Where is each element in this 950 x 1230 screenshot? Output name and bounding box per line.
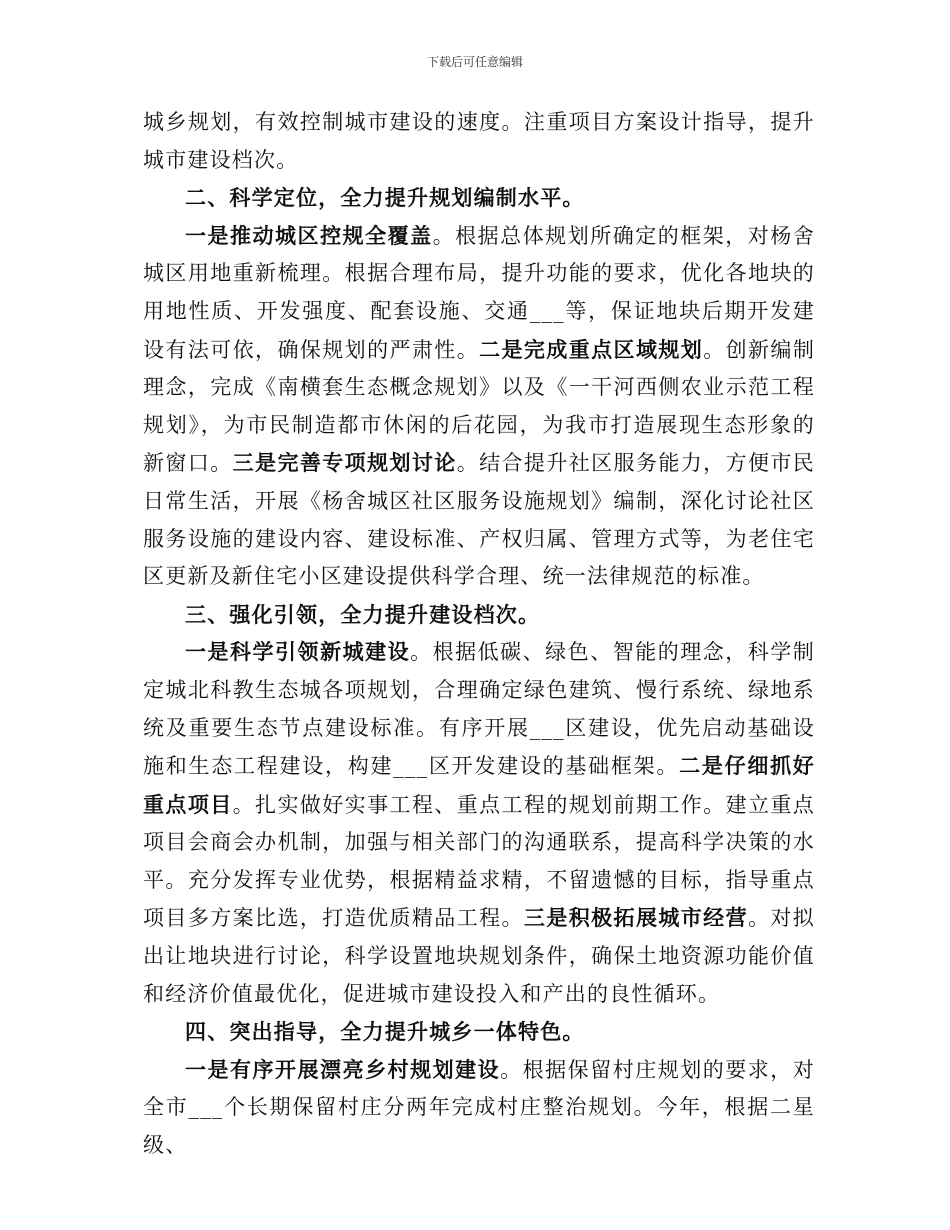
- text-segment: 城乡规划，有效控制城市建设的速度。注重项目方案设计指导，提升城市建设档次。: [143, 110, 815, 172]
- heading-text: 四、突出指导，全力提升城乡一体特色。: [185, 1019, 585, 1045]
- text-segment: 。根据保留村庄规划的要求，对全市___个长期保留村庄分两年完成村庄整治规划。今年，根据二星级、: [143, 1057, 815, 1158]
- section-heading-3: [143, 596, 815, 634]
- bold-lead-text: 二是完成重点区域规划: [479, 336, 704, 362]
- text-segment: 。结合提升社区服务能力，方便市民日常生活，开展《杨舍城区社区服务设施规划》编制，深化讨论社区服务设施的建设内容、建设标准、产权归属、管理方式等，为老住宅区更新及新住宅小区建设提供科学合理、统一法律规范的标准。: [143, 451, 815, 589]
- paragraph-section-4: [143, 1051, 815, 1165]
- bold-lead-text: 三是积极拓展城市经营: [523, 905, 748, 931]
- bold-lead-text: 一是科学引领新城建设: [185, 639, 411, 665]
- text-segment: 。根据低碳、绿色、智能的理念，科学制定城北科教生态城各项规划，合理确定绿色建筑、慢行系统、绿地系统及重要生态节点建设标准。有序开展___区建设，优先启动基础设施和生态工程建设，构建___区开发建设的基础框架。: [143, 640, 815, 779]
- text-segment: 。根据总体规划所确定的框架，对杨舍城区用地重新梳理。根据合理布局，提升功能的要求，优化各地块的用地性质、开发强度、配套设施、交通___等，保证地块后期开发建设有法可依，确保规划的严肃性。: [143, 223, 815, 362]
- bold-lead-text: 一是推动城区控规全覆盖: [185, 222, 433, 248]
- paragraph-section-3: [143, 633, 815, 1013]
- text-segment: 。创新编制理念，完成《南横套生态概念规划》以及《一干河西侧农业示范工程规划》，为市民制造都市休闲的后花园，为我市打造展现生态形象的新窗口。: [143, 337, 816, 476]
- section-heading-2: [143, 179, 815, 217]
- section-heading-4: [143, 1013, 815, 1051]
- heading-text: 三、强化引领，全力提升建设档次。: [185, 601, 541, 627]
- heading-text: 二、科学定位，全力提升规划编制水平。: [185, 185, 585, 211]
- text-segment: 。对拟出让地块进行讨论，科学设置地块规划条件，确保土地资源功能价值和经济价值最优化，促进城市建设投入和产出的良性循环。: [143, 906, 815, 1006]
- paragraph-intro: [143, 104, 815, 179]
- bold-lead-text: 二是仔细抓好重点项目: [143, 753, 816, 817]
- text-segment: 。扎实做好实事工程、重点工程的规划前期工作。建立重点项目会商会办机制，加强与相关部门的沟通联系，提高科学决策的水平。充分发挥专业优势，根据精益求精，不留遗憾的目标，指导重点项目多方案比选，打造优质精品工程。: [143, 792, 815, 931]
- bold-lead-text: 三是完善专项规划讨论: [232, 450, 457, 476]
- bold-lead-text: 一是有序开展漂亮乡村规划建设: [185, 1056, 501, 1082]
- paragraph-section-2: [143, 217, 815, 596]
- document-body: [143, 104, 815, 1165]
- page-header: 下载后可任意编辑: [426, 55, 523, 69]
